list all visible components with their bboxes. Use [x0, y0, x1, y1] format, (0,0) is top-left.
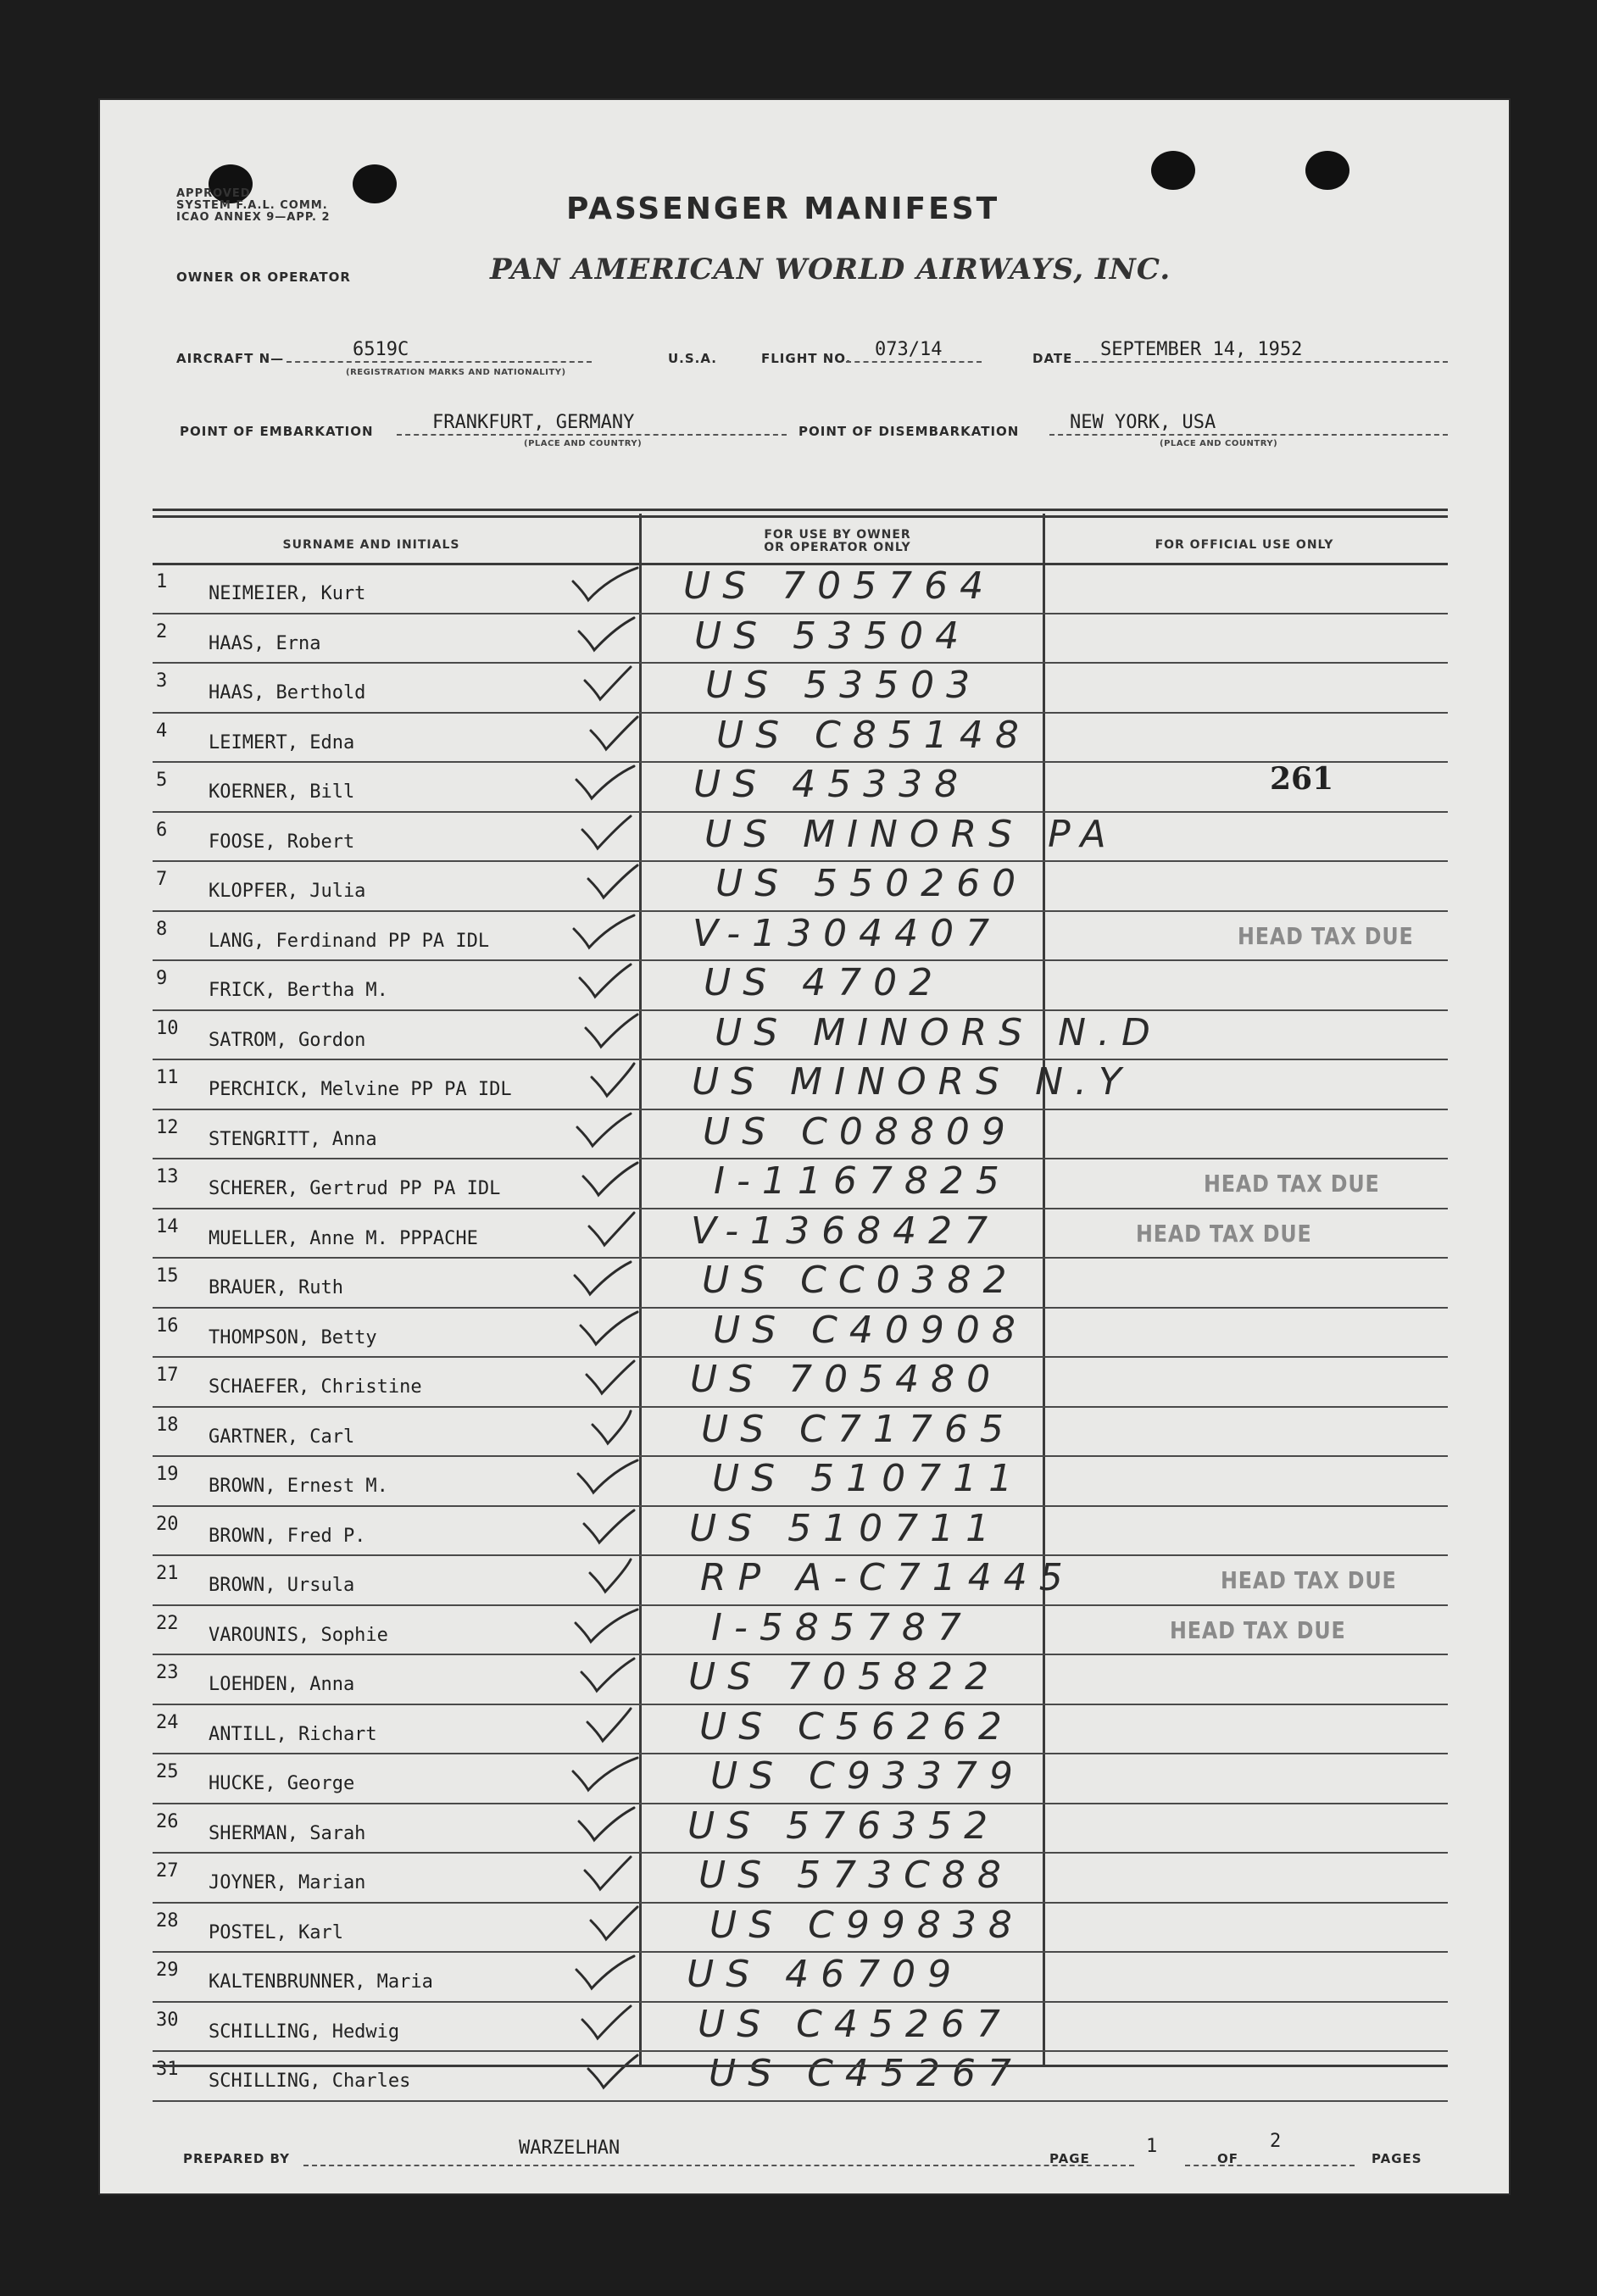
document-number: US 705822	[688, 1655, 1001, 1698]
document-number: RP A-C71445	[700, 1556, 1075, 1599]
checkmark-icon	[570, 1902, 646, 1944]
checkmark-icon	[570, 1604, 646, 1647]
document-number: US 550260	[715, 862, 1028, 905]
row-number: 30	[156, 2009, 179, 2031]
document-number: US C99838	[709, 1903, 1024, 1947]
table-row	[153, 1209, 1448, 1259]
table-row	[153, 1408, 1448, 1458]
document-number: US C93379	[710, 1754, 1025, 1798]
document-number: US C56262	[699, 1704, 1014, 1748]
checkmark-icon	[570, 811, 646, 853]
row-number: 22	[156, 1612, 179, 1634]
approval-note	[176, 188, 331, 224]
row-number: 18	[156, 1414, 179, 1436]
table-top-rule	[153, 509, 1448, 511]
checkmark-icon	[570, 1803, 646, 1845]
aircraft-value: 6519C	[353, 339, 409, 360]
passenger-name: VAROUNIS, Sophie	[209, 1624, 388, 1646]
passenger-name: LEIMERT, Edna	[209, 731, 355, 753]
passenger-name: BROWN, Ernest M.	[209, 1476, 388, 1497]
document-number: I-585787	[711, 1605, 973, 1649]
table-row	[153, 1754, 1448, 1804]
passenger-name: SCHERER, Gertrud PP PA IDL	[209, 1178, 501, 1199]
punch-hole	[353, 164, 397, 203]
document-number: US 53503	[705, 664, 982, 707]
embarkation-underline	[397, 434, 787, 436]
pages-underline	[1185, 2165, 1355, 2166]
document-number: US C71765	[701, 1407, 1016, 1451]
passenger-name: FRICK, Bertha M.	[209, 980, 388, 1001]
passenger-name: SCHAEFER, Christine	[209, 1376, 422, 1398]
row-number: 16	[156, 1315, 179, 1337]
table-row	[153, 1904, 1448, 1954]
date-value: SEPTEMBER 14, 1952	[1100, 339, 1303, 360]
document-number: US C40908	[713, 1308, 1027, 1352]
checkmark-icon	[570, 959, 646, 1002]
document-number: US 510711	[689, 1506, 1002, 1550]
row-number: 7	[156, 869, 168, 890]
checkmark-icon	[570, 1951, 646, 1993]
document-number: US C85148	[716, 713, 1031, 757]
document-number: US C08809	[703, 1109, 1017, 1154]
row-number: 8	[156, 918, 168, 940]
punch-hole	[1305, 151, 1349, 190]
document-number: US 705764	[683, 564, 996, 608]
row-number: 21	[156, 1563, 179, 1584]
row-number: 28	[156, 1910, 179, 1932]
table-row	[153, 1804, 1448, 1854]
document-number: V-1368427	[691, 1209, 1000, 1253]
row-number: 11	[156, 1067, 179, 1088]
passenger-name: SCHILLING, Hedwig	[209, 2021, 400, 2043]
table-row	[153, 961, 1448, 1011]
page-value: 1	[1146, 2136, 1158, 2157]
passenger-name: POSTEL, Karl	[209, 1921, 343, 1943]
document-number: US MINORS N.D	[715, 1010, 1162, 1054]
disembarkation-underline	[1049, 434, 1448, 436]
row-number: 12	[156, 1116, 179, 1138]
embarkation-sublabel: (PLACE AND COUNTRY)	[524, 439, 643, 448]
checkmark-icon	[570, 1753, 646, 1795]
document-number: US CC0382	[702, 1259, 1019, 1302]
table-row	[153, 1705, 1448, 1755]
flight-label: FLIGHT NO.	[761, 351, 852, 366]
table-row	[153, 664, 1448, 714]
passenger-name: LOEHDEN, Anna	[209, 1674, 355, 1695]
row-number: 4	[156, 720, 168, 742]
passenger-name: PERCHICK, Melvine PP PA IDL	[209, 1079, 512, 1100]
row-number: 20	[156, 1513, 179, 1535]
passenger-name: LANG, Ferdinand PP PA IDL	[209, 930, 490, 952]
pages-label: PAGES	[1372, 2151, 1422, 2166]
checkmark-icon	[570, 1009, 646, 1052]
document-number: US 53504	[694, 614, 971, 658]
row-number: 5	[156, 770, 168, 791]
manifest-sheet	[100, 100, 1509, 2193]
passenger-name: KALTENBRUNNER, Maria	[209, 1971, 433, 1993]
owner-label: OWNER OR OPERATOR	[176, 270, 351, 285]
table-row	[153, 1159, 1448, 1209]
page-title: PASSENGER MANIFEST	[566, 192, 1000, 226]
checkmark-icon	[570, 2050, 646, 2093]
row-number: 10	[156, 1017, 179, 1039]
row-number: 19	[156, 1464, 179, 1485]
passenger-name: KLOPFER, Julia	[209, 881, 366, 902]
head-tax-stamp: HEAD TAX DUE	[1170, 1615, 1346, 1644]
approval-line: SYSTEM F.A.L. COMM.	[176, 199, 328, 212]
disembarkation-sublabel: (PLACE AND COUNTRY)	[1160, 439, 1278, 448]
row-number: 26	[156, 1810, 179, 1832]
row-number: 31	[156, 2059, 179, 2080]
checkmark-icon	[570, 910, 646, 953]
checkmark-icon	[570, 1158, 646, 1200]
table-row	[153, 912, 1448, 962]
passenger-name: JOYNER, Marian	[209, 1872, 366, 1893]
passenger-name: HUCKE, George	[209, 1773, 355, 1794]
row-number: 24	[156, 1711, 179, 1733]
passenger-name: BROWN, Ursula	[209, 1575, 355, 1596]
checkmark-icon	[570, 1257, 646, 1299]
passenger-name: KOERNER, Bill	[209, 781, 355, 803]
table-row	[153, 1011, 1448, 1061]
row-number: 13	[156, 1166, 179, 1187]
table-row	[153, 614, 1448, 664]
document-number: I-1167825	[714, 1159, 1011, 1203]
aircraft-label: AIRCRAFT N—	[176, 351, 285, 366]
table-row	[153, 1507, 1448, 1557]
passenger-name: GARTNER, Carl	[209, 1426, 355, 1448]
date-label: DATE	[1032, 351, 1073, 366]
checkmark-icon	[570, 1059, 646, 1101]
document-number: US 510711	[712, 1457, 1025, 1500]
date-underline	[1075, 361, 1448, 363]
table-row	[153, 1358, 1448, 1408]
checkmark-icon	[570, 712, 646, 754]
document-number: US 576352	[687, 1804, 1000, 1848]
prepared-by-label: PREPARED BY	[183, 2151, 290, 2166]
table-top-rule	[153, 515, 1448, 518]
table-row	[153, 813, 1448, 863]
row-number: 14	[156, 1215, 179, 1237]
checkmark-icon	[570, 1505, 646, 1548]
table-row	[153, 2052, 1448, 2102]
checkmark-icon	[570, 1455, 646, 1498]
passenger-name: THOMPSON, Betty	[209, 1326, 377, 1348]
prepared-by-value: WARZELHAN	[519, 2138, 620, 2159]
flight-value: 073/14	[875, 339, 943, 360]
passenger-name: MUELLER, Anne M. PPPACHE	[209, 1227, 478, 1249]
passenger-name: BRAUER, Ruth	[209, 1277, 343, 1298]
row-rule	[153, 2100, 1448, 2102]
checkmark-icon	[570, 563, 646, 605]
table-row	[153, 564, 1448, 614]
table-row	[153, 1259, 1448, 1309]
passenger-name: SCHILLING, Charles	[209, 2071, 411, 2092]
row-number: 29	[156, 1960, 179, 1981]
table-row	[153, 1953, 1448, 2003]
prepared-underline	[303, 2165, 1134, 2166]
checkmark-icon	[570, 860, 646, 903]
head-tax-stamp: HEAD TAX DUE	[1221, 1566, 1397, 1594]
document-number: US 45338	[693, 763, 971, 806]
document-number: US C45267	[709, 2052, 1023, 2095]
passenger-name: HAAS, Berthold	[209, 682, 366, 703]
column-header-owner: FOR USE BY OWNER OR OPERATOR ONLY	[764, 528, 911, 554]
row-number: 9	[156, 968, 168, 989]
row-number: 2	[156, 620, 168, 642]
operator-name: PAN AMERICAN WORLD AIRWAYS, INC.	[490, 253, 1171, 286]
passenger-name: NEIMEIER, Kurt	[209, 583, 366, 604]
passenger-name: SHERMAN, Sarah	[209, 1822, 366, 1844]
row-number: 23	[156, 1662, 179, 1683]
passenger-name: STENGRITT, Anna	[209, 1128, 377, 1150]
checkmark-icon	[570, 1208, 646, 1250]
flight-underline	[846, 361, 982, 363]
passenger-name: BROWN, Fred P.	[209, 1525, 366, 1547]
checkmark-icon	[570, 1356, 646, 1398]
table-row	[153, 862, 1448, 912]
checkmark-icon	[570, 1852, 646, 1894]
table-row	[153, 1854, 1448, 1904]
aircraft-underline	[287, 361, 592, 363]
checkmark-icon	[570, 1109, 646, 1151]
checkmark-icon	[570, 1704, 646, 1746]
table-row	[153, 2003, 1448, 2053]
nationality: U.S.A.	[668, 351, 717, 366]
table-row	[153, 1556, 1448, 1606]
of-label: OF	[1217, 2151, 1238, 2166]
head-tax-stamp: HEAD TAX DUE	[1204, 1170, 1380, 1198]
checkmark-icon	[570, 1406, 646, 1448]
table-row	[153, 1110, 1448, 1160]
document-number: US 46709	[687, 1953, 964, 1996]
disembarkation-value: NEW YORK, USA	[1070, 412, 1216, 433]
table-row	[153, 1606, 1448, 1656]
document-number: US MINORS N.Y	[692, 1060, 1133, 1104]
row-number: 6	[156, 819, 168, 841]
checkmark-icon	[570, 761, 646, 803]
passenger-name: ANTILL, Richart	[209, 1723, 377, 1745]
row-number: 25	[156, 1761, 179, 1782]
column-header-official: FOR OFFICIAL USE ONLY	[1155, 538, 1334, 552]
table-row	[153, 763, 1448, 813]
document-number: US 705480	[690, 1358, 1003, 1401]
row-number: 17	[156, 1365, 179, 1386]
column-header-surname: SURNAME AND INITIALS	[282, 538, 460, 552]
approval-line: APPROVED	[176, 187, 251, 200]
row-number: 1	[156, 571, 168, 592]
document-number: US 4702	[704, 961, 945, 1004]
punch-hole	[1151, 151, 1195, 190]
document-number: US 573C88	[698, 1854, 1013, 1897]
checkmark-icon	[570, 2001, 646, 2043]
approval-line: ICAO ANNEX 9—APP. 2	[176, 211, 331, 224]
document-number: US C45267	[698, 2002, 1012, 2046]
document-number: US MINORS PA	[704, 812, 1118, 856]
row-number: 15	[156, 1265, 179, 1287]
checkmark-icon	[570, 1654, 646, 1696]
checkmark-icon	[570, 613, 646, 655]
row-number: 27	[156, 1860, 179, 1882]
sequence-number: 261	[1270, 761, 1334, 797]
head-tax-stamp: HEAD TAX DUE	[1136, 1219, 1312, 1248]
passenger-name: SATROM, Gordon	[209, 1029, 366, 1051]
checkmark-icon	[570, 1307, 646, 1349]
embarkation-label: POINT OF EMBARKATION	[180, 424, 374, 439]
table-row	[153, 1457, 1448, 1507]
passenger-name: HAAS, Erna	[209, 632, 321, 654]
passenger-name: FOOSE, Robert	[209, 831, 355, 853]
disembarkation-label: POINT OF DISEMBARKATION	[798, 424, 1020, 439]
page-label: PAGE	[1049, 2151, 1090, 2166]
head-tax-stamp: HEAD TAX DUE	[1238, 921, 1414, 950]
table-bottom-rule	[153, 2065, 1448, 2067]
checkmark-icon	[570, 1554, 646, 1597]
document-number: V-1304407	[693, 911, 1002, 955]
checkmark-icon	[570, 662, 646, 704]
table-row	[153, 1060, 1448, 1110]
table-row	[153, 1309, 1448, 1359]
table-row	[153, 1655, 1448, 1705]
table-row	[153, 714, 1448, 764]
of-value: 2	[1270, 2131, 1282, 2152]
embarkation-value: FRANKFURT, GERMANY	[432, 412, 635, 433]
aircraft-sublabel: (REGISTRATION MARKS AND NATIONALITY)	[346, 368, 566, 377]
row-number: 3	[156, 670, 168, 692]
